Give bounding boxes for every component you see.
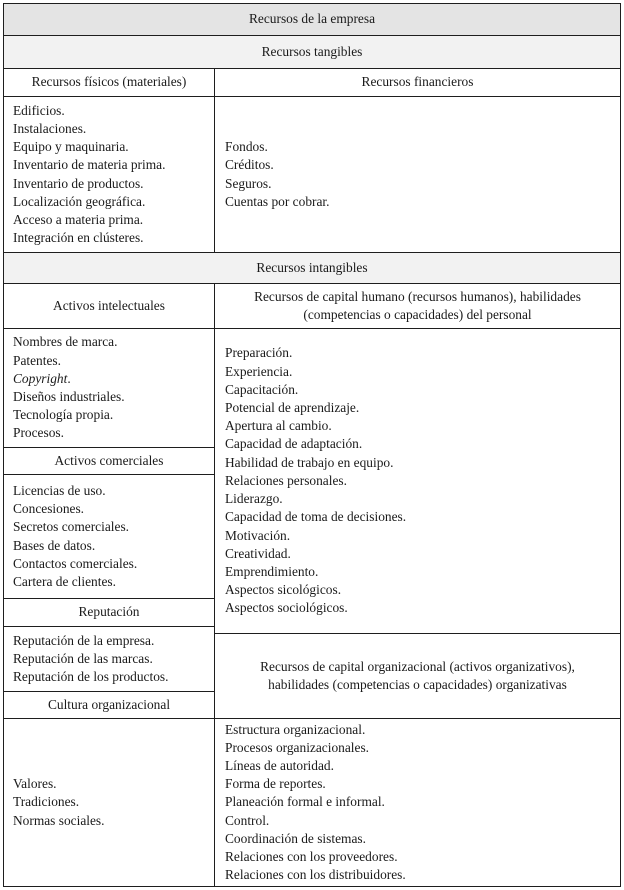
list-item: Inventario de productos. bbox=[13, 175, 144, 191]
list-item: Apertura al cambio. bbox=[225, 418, 332, 434]
list-item: Patentes. bbox=[13, 352, 61, 368]
list-item: Forma de reportes. bbox=[225, 776, 326, 792]
activos-comerciales-list bbox=[3, 474, 215, 599]
capital-humano-list bbox=[214, 328, 621, 634]
list-item: Edificios. bbox=[13, 102, 65, 118]
list-item: Reputación de las marcas. bbox=[13, 650, 153, 666]
list-item: Aspectos sociológicos. bbox=[225, 600, 348, 616]
list-item: Acceso a materia prima. bbox=[13, 211, 144, 227]
cultura-header-text: Cultura organizacional bbox=[47, 696, 171, 712]
fisicos-header bbox=[3, 68, 215, 97]
intangibles-header-text: Recursos intangibles bbox=[256, 259, 368, 275]
fisicos-list bbox=[3, 96, 215, 253]
list-item: Fondos. bbox=[225, 139, 268, 155]
list-item: Créditos. bbox=[225, 157, 274, 173]
list-item: Experiencia. bbox=[225, 363, 293, 379]
list-item: Licencias de uso. bbox=[13, 482, 106, 498]
activos-comerciales-header bbox=[3, 447, 215, 475]
cultura-list bbox=[3, 718, 215, 887]
list-item: Potencial de aprendizaje. bbox=[225, 400, 360, 416]
list-item: Bases de datos. bbox=[13, 537, 96, 553]
list-item: Contactos comerciales. bbox=[13, 555, 138, 571]
list-item: Líneas de autoridad. bbox=[225, 757, 334, 773]
list-item: Seguros. bbox=[225, 175, 272, 191]
list-item: Localización geográfica. bbox=[13, 193, 146, 209]
intangibles-header bbox=[3, 252, 621, 284]
capital-organizacional-header-line1: Recursos de capital organizacional (activos organizativos), bbox=[260, 658, 575, 674]
list-item: Motivación. bbox=[225, 527, 291, 543]
list-item: Preparación. bbox=[225, 345, 293, 361]
tangibles-header-text: Recursos tangibles bbox=[261, 43, 363, 59]
activos-intelectuales-header-text: Activos intelectuales bbox=[53, 297, 165, 313]
list-item: Tradiciones. bbox=[13, 794, 80, 810]
list-item: Valores. bbox=[13, 776, 57, 792]
list-item: Habilidad de trabajo en equipo. bbox=[225, 454, 394, 470]
reputacion-header bbox=[3, 598, 215, 627]
list-item: Coordinación de sistemas. bbox=[225, 830, 366, 846]
list-item: Concesiones. bbox=[13, 501, 85, 517]
financieros-header-text: Recursos financieros bbox=[361, 74, 474, 90]
list-item: Nombres de marca. bbox=[13, 334, 118, 350]
list-item: Diseños industriales. bbox=[13, 389, 125, 404]
list-item: Equipo y maquinaria. bbox=[13, 139, 129, 155]
list-item: Procesos. bbox=[13, 425, 64, 441]
list-item: Tecnología propia. bbox=[13, 407, 114, 423]
capital-organizacional-header bbox=[214, 633, 621, 719]
capital-humano-header-line1: Recursos de capital humano (recursos humanos), habilidades bbox=[254, 288, 581, 304]
activos-intelectuales-list bbox=[3, 328, 215, 448]
reputacion-list bbox=[3, 626, 215, 692]
list-item: Emprendimiento. bbox=[225, 563, 319, 579]
list-item: Inventario de materia prima. bbox=[13, 157, 166, 173]
list-item: Relaciones con los distribuidores. bbox=[225, 867, 406, 883]
list-item: Estructura organizacional. bbox=[225, 721, 366, 737]
activos-intelectuales-header bbox=[3, 283, 215, 329]
capital-humano-header bbox=[214, 283, 621, 329]
list-item: Planeación formal e informal. bbox=[225, 794, 385, 810]
tangibles-header bbox=[3, 35, 621, 69]
financieros-header bbox=[214, 68, 621, 97]
list-item: Capacitación. bbox=[225, 381, 299, 397]
copyright-italic: Copyright bbox=[13, 370, 68, 386]
table-title-text: Recursos de la empresa bbox=[248, 11, 376, 27]
list-item: Cuentas por cobrar. bbox=[225, 193, 330, 209]
cultura-header bbox=[3, 691, 215, 719]
list-item: Normas sociales. bbox=[13, 812, 105, 828]
financieros-list bbox=[214, 96, 621, 253]
list-item: Liderazgo. bbox=[225, 491, 283, 507]
list-item: Reputación de la empresa. bbox=[13, 632, 155, 648]
list-item: Creatividad. bbox=[225, 545, 291, 561]
list-item: Reputación de los productos. bbox=[13, 669, 169, 685]
list-item: Relaciones personales. bbox=[225, 472, 347, 488]
list-item: Aspectos sicológicos. bbox=[225, 582, 342, 598]
list-item: Relaciones con los proveedores. bbox=[225, 849, 398, 864]
list-item: Integración en clústeres. bbox=[13, 230, 144, 246]
capital-organizacional-list bbox=[214, 718, 621, 887]
list-item: Capacidad de toma de decisiones. bbox=[225, 509, 407, 525]
reputacion-header-text: Reputación bbox=[78, 604, 140, 620]
capital-humano-header-line2: (competencias o capacidades) del personal bbox=[303, 307, 532, 322]
list-item: Capacidad de adaptación. bbox=[225, 436, 363, 452]
table-title bbox=[3, 3, 621, 36]
list-item: Secretos comerciales. bbox=[13, 519, 129, 535]
list-item: Instalaciones. bbox=[13, 120, 87, 136]
fisicos-header-text: Recursos físicos (materiales) bbox=[31, 74, 187, 90]
list-item-copyright bbox=[13, 370, 214, 388]
activos-comerciales-header-text: Activos comerciales bbox=[54, 452, 164, 468]
list-item: Procesos organizacionales. bbox=[225, 739, 370, 755]
list-item: Cartera de clientes. bbox=[13, 573, 116, 589]
capital-organizacional-header-line2: habilidades (competencias o capacidades) organizativas bbox=[268, 677, 567, 692]
copyright-suffix: . bbox=[67, 370, 71, 386]
list-item: Control. bbox=[225, 812, 270, 828]
